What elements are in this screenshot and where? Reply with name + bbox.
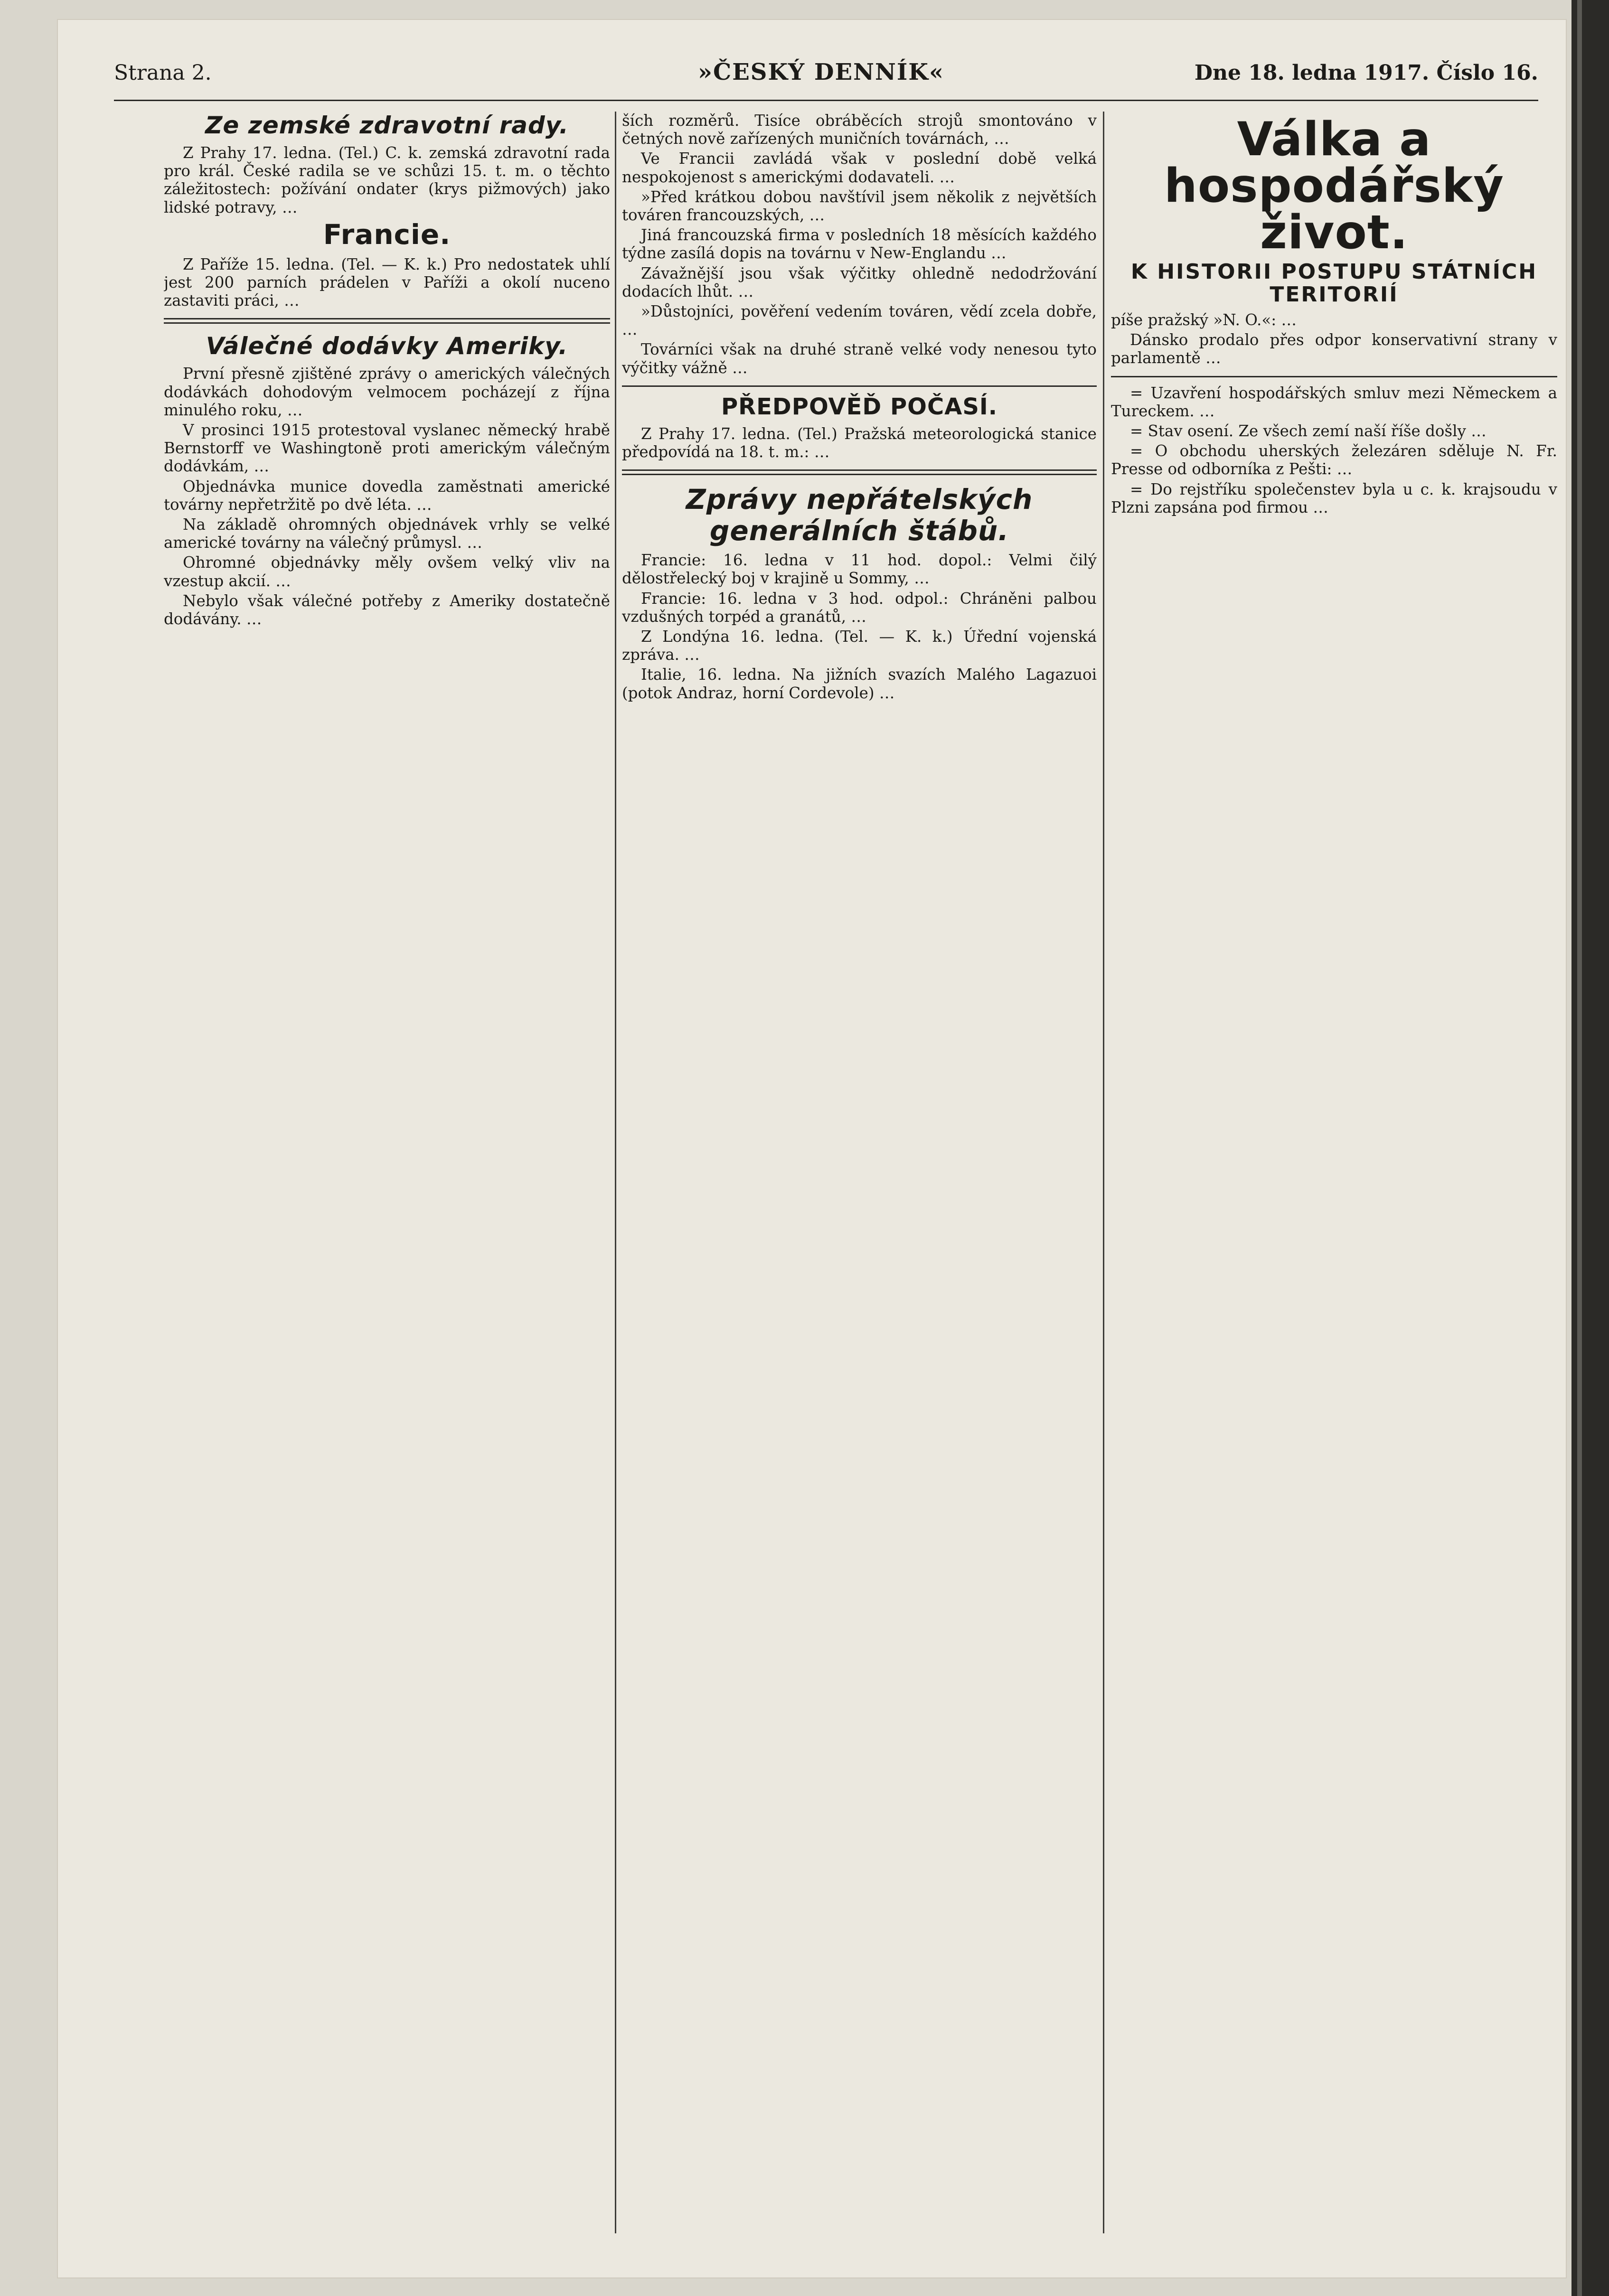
article-francie: Z Paříže 15. ledna. (Tel. — K. k.) Pro nedostatek uhlí jest 200 parních prádelen v Paříži a okolí nuceno zastaviti práci, … (164, 255, 610, 310)
subheading-historie-teritorii: K HISTORII POSTUPU STÁTNÍCH TERITORIÍ (1130, 260, 1538, 307)
scan-edge-strip (1571, 0, 1609, 2296)
separator (622, 385, 1097, 387)
heading-valecne-dodavky: Válečné dodávky Ameriky. (206, 332, 568, 360)
paragraph: Továrníci však na druhé straně velké vody nenesou tyto výčitky vážně … (622, 340, 1097, 377)
separator (1111, 376, 1557, 377)
paragraph: = Stav osení. Ze všech zemí naší říše došly … (1130, 422, 1487, 440)
heading-valka-hospodarsky-zivot: Válka a hospodářský život. (1164, 112, 1504, 260)
paragraph: »Před krátkou dobou navštívil jsem několik z největších továren francouzských, … (622, 187, 1097, 225)
paragraph: = Uzavření hospodářských smluv mezi Německem a Tureckem. … (1111, 384, 1557, 420)
heading-zdravotni-rada: Ze zemské zdravotní rady. (205, 112, 569, 139)
paragraph: První přesně zjištěné zprávy o amerických válečných dodávkách dohodovým velmocem pocházejí z října minulého roku, … (164, 365, 610, 419)
heading-francie: Francie. (323, 218, 451, 251)
article-predpoved-pocasi: Z Prahy 17. ledna. (Tel.) Pražská meteorologická stanice předpovídá na 18. t. m.: … (622, 424, 1097, 461)
paragraph: Ohromné objednávky měly ovšem velký vliv na vzestup akcií. … (164, 553, 610, 590)
paragraph: Ve Francii zavládá však v poslední době velká nespokojenost s americkými dodavateli. … (622, 150, 1097, 186)
heading-predpoved-pocasi: PŘEDPOVĚĎ POČASÍ. (721, 393, 997, 420)
paragraph: píše pražský »N. O.«: … (1111, 311, 1297, 329)
paragraph: Francie: 16. ledna v 11 hod. dopol.: Velmi čilý dělostřelecký boj v krajině u Sommy, … (622, 551, 1097, 588)
paragraph: = Do rejstříku společenstev byla u c. k. krajsoudu v Plzni zapsána pod firmou … (1111, 480, 1557, 516)
paragraph: Na základě ohromných objednávek vrhly se velké americké továrny na válečný průmysl. … (164, 515, 610, 552)
paragraph: Objednávka munice dovedla zaměstnati americké továrny nepřetržitě po dvě léta. … (164, 477, 610, 514)
page-number: Strana 2. (114, 61, 212, 85)
paragraph: = O obchodu uherských železáren sděluje N. Fr. Presse od odborníka z Pešti: … (1111, 442, 1557, 478)
heading-zpravy-stabu: Zprávy nepřátelských generálních štábů. (686, 483, 1033, 547)
paragraph-continued: ších rozměrů. Tisíce obráběcích strojů smontováno v četných nově zařízených muničních továrnách, … (622, 112, 1097, 148)
paragraph: Italie, 16. ledna. Na jižních svazích Malého Lagazuoi (potok Andraz, horní Cordevole) … (622, 665, 1097, 702)
paragraph: Jiná francouzská firma v posledních 18 měsících každého týdne zasílá dopis na továrnu v New-Englandu … (622, 226, 1097, 262)
paragraph: Z Londýna 16. ledna. (Tel. — K. k.) Úřední vojenská zpráva. … (622, 628, 1097, 664)
paragraph: Francie: 16. ledna v 3 hod. odpol.: Chráněni palbou vzdušných torpéd a granátů, … (622, 589, 1097, 626)
newspaper-title: »ČESKÝ DENNÍK« (698, 59, 944, 85)
date-issue: Dne 18. ledna 1917. Číslo 16. (1194, 61, 1538, 85)
paragraph: »Důstojníci, pověření vedením továren, vědí zcela dobře, … (622, 302, 1097, 339)
paragraph: Dánsko prodalo přes odpor konservativní strany v parlamentě … (1111, 331, 1557, 367)
article-zdravotni-rada: Z Prahy 17. ledna. (Tel.) C. k. zemská zdravotní rada pro král. České radila se ve schůzi 15. t. m. o těchto záležitostech: požívání ondater (krys pižmových) jako lidské potravy, … (164, 144, 610, 216)
column-2 (622, 112, 1097, 2233)
column-1 (164, 112, 610, 2233)
column-3 (1111, 112, 1557, 2233)
page-header (114, 57, 1538, 101)
paragraph: V prosinci 1915 protestoval vyslanec německý hrabě Bernstorff ve Washingtoně proti americkým válečným dodávkám, … (164, 421, 610, 476)
column-rule-2 (1103, 112, 1104, 2233)
separator (622, 469, 1097, 475)
column-rule-1 (615, 112, 616, 2233)
separator (164, 318, 610, 324)
paragraph: Závažnější jsou však výčitky ohledně nedodržování dodacích lhůt. … (622, 264, 1097, 300)
paragraph: Nebylo však válečné potřeby z Ameriky dostatečně dodávány. … (164, 591, 610, 628)
